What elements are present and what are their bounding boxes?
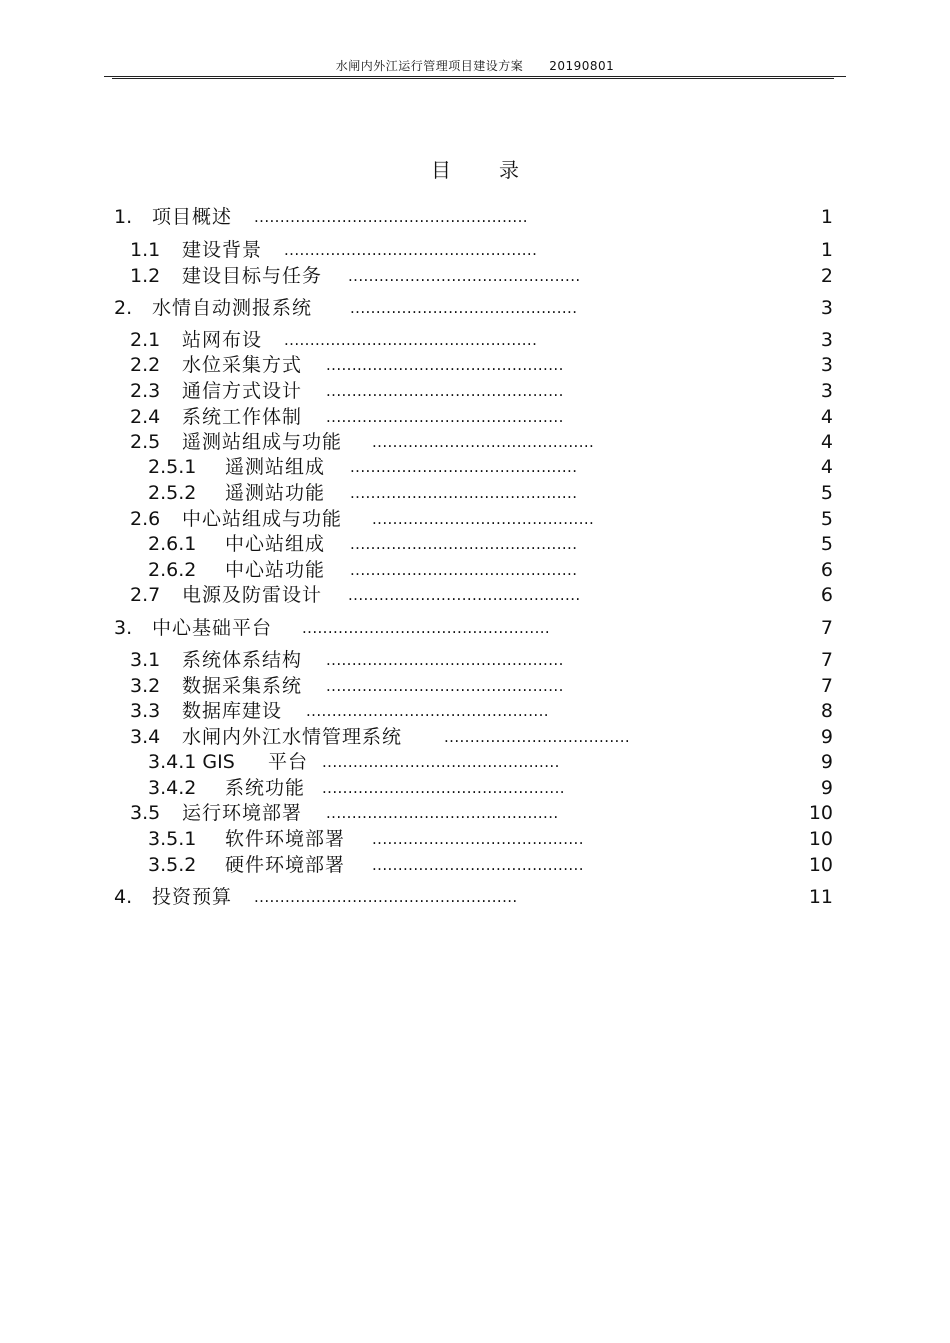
header-doc-title: 水闸内外江运行管理项目建设方案: [335, 59, 524, 73]
toc-entry-label: 中心基础平台: [152, 617, 273, 639]
toc-entry-number: 2.5.2: [148, 482, 197, 504]
toc-page-number[interactable]: 4: [820, 431, 833, 453]
toc-entry[interactable]: [114, 204, 542, 230]
toc-leader-dots: ................................................: [302, 619, 551, 637]
toc-page-number[interactable]: 4: [820, 456, 833, 478]
toc-entry-label: 遥测站组成与功能: [182, 431, 343, 453]
toc-entry[interactable]: [130, 800, 571, 826]
toc-entry-number: 2.6.2: [148, 559, 197, 581]
toc-leader-dots: ..............................................: [326, 408, 564, 426]
toc-page-number[interactable]: 5: [820, 482, 833, 504]
toc-leader-dots: ............................................: [350, 458, 578, 476]
toc-entry[interactable]: [130, 724, 644, 750]
toc-entry-number: 2.1: [130, 329, 161, 351]
toc-entry-label: 项目概述: [152, 206, 233, 228]
toc-entry-label: 遥测站功能: [225, 482, 326, 504]
toc-entry-number: 3.1: [130, 649, 161, 671]
toc-leader-dots: .................................................: [284, 241, 538, 259]
toc-entry[interactable]: [130, 673, 578, 699]
toc-leader-dots: ....................................: [444, 728, 631, 746]
toc-page-number[interactable]: 6: [820, 584, 833, 606]
toc-entry-label: 建设背景: [182, 239, 263, 261]
toc-entry[interactable]: [130, 582, 596, 608]
toc-entry-number: 2.5.1: [148, 456, 197, 478]
toc-page-number[interactable]: 9: [820, 751, 833, 773]
toc-page-number[interactable]: 10: [808, 854, 833, 876]
toc-entry[interactable]: [130, 404, 578, 430]
toc-entry-number: 2.4: [130, 406, 161, 428]
toc-entry-number: 2.6.1: [148, 533, 197, 555]
toc-entry-label: 电源及防雷设计: [182, 584, 323, 606]
toc-entry-number: 2.7: [130, 584, 161, 606]
toc-entry-number: 3.5.1: [148, 828, 197, 850]
toc-entry-number: 1.1: [130, 239, 161, 261]
toc-page-number[interactable]: 7: [820, 675, 833, 697]
toc-leader-dots: .................................................: [284, 331, 538, 349]
toc-page-number[interactable]: 2: [820, 265, 833, 287]
toc-entry-number: 2.6: [130, 508, 161, 530]
toc-leader-dots: ...........................................: [372, 433, 595, 451]
toc-entry-number: 1.: [114, 206, 133, 228]
toc-entry-label: 系统功能: [225, 777, 306, 799]
toc-page-number[interactable]: 9: [820, 726, 833, 748]
header-rule: [104, 76, 846, 77]
toc-leader-dots: .........................................: [372, 830, 584, 848]
toc-entry-label: 中心站组成与功能: [182, 508, 343, 530]
toc-leader-dots: .........................................: [372, 856, 584, 874]
toc-entry-label: 中心站组成: [225, 533, 326, 555]
toc-entry-label: 投资预算: [152, 886, 233, 908]
toc-leader-dots: ............................................: [350, 484, 578, 502]
toc-entry-number: 1.2: [130, 265, 161, 287]
toc-entry-label: 中心站功能: [225, 559, 326, 581]
toc-entry[interactable]: [148, 531, 589, 557]
running-header: [0, 57, 950, 74]
toc-entry[interactable]: [148, 826, 596, 852]
toc-page-number[interactable]: 3: [820, 380, 833, 402]
toc-leader-dots: ..............................................: [326, 382, 564, 400]
toc-entry-label: 软件环境部署: [225, 828, 346, 850]
toc-entry-label: 通信方式设计: [182, 380, 303, 402]
toc-entry[interactable]: [130, 263, 596, 289]
toc-leader-dots: ...............................................: [306, 702, 549, 720]
toc-page-number[interactable]: 1: [820, 206, 833, 228]
toc-entry-label: 系统工作体制: [182, 406, 303, 428]
toc-entry-number: 3.4: [130, 726, 161, 748]
toc-page-number[interactable]: 5: [820, 533, 833, 555]
toc-page-number[interactable]: 8: [820, 700, 833, 722]
toc-leader-dots: ..............................................: [326, 356, 564, 374]
toc-entry[interactable]: [148, 480, 589, 506]
toc-entry[interactable]: [114, 615, 564, 641]
toc-leader-dots: ..............................................: [322, 753, 560, 771]
toc-leader-dots: .............................................: [348, 586, 581, 604]
toc-entry[interactable]: [148, 557, 589, 583]
toc-leader-dots: .....................................................: [254, 208, 528, 226]
toc-entry-number: 3.: [114, 617, 133, 639]
toc-entry-number: 4.: [114, 886, 133, 908]
toc-page-number[interactable]: 9: [820, 777, 833, 799]
toc-entry-number: 3.4.1 GIS: [148, 751, 235, 773]
toc-leader-dots: .............................................: [348, 267, 581, 285]
toc-leader-dots: .............................................: [326, 804, 559, 822]
toc-entry[interactable]: [130, 237, 555, 263]
toc-entry-label: 水情自动测报系统: [152, 297, 313, 319]
toc-entry-label: 系统体系结构: [182, 649, 303, 671]
toc-leader-dots: ...............................................: [322, 779, 565, 797]
toc-entry[interactable]: [130, 506, 608, 532]
toc-page-number[interactable]: 3: [820, 329, 833, 351]
toc-entry-label: 运行环境部署: [182, 802, 303, 824]
toc-entry-label: 平台: [268, 751, 309, 773]
toc-entry[interactable]: [114, 884, 536, 910]
toc-entry[interactable]: [130, 429, 608, 455]
toc-entry[interactable]: [148, 852, 596, 878]
toc-page-number[interactable]: 1: [820, 239, 833, 261]
toc-page-number[interactable]: 7: [820, 649, 833, 671]
toc-entry[interactable]: [148, 749, 573, 775]
toc-page-number[interactable]: 7: [820, 617, 833, 639]
toc-entry-number: 3.3: [130, 700, 161, 722]
toc-entry-number: 3.5.2: [148, 854, 197, 876]
toc-entry[interactable]: [148, 454, 589, 480]
toc-leader-dots: ............................................: [350, 299, 578, 317]
toc-entry-label: 数据库建设: [182, 700, 283, 722]
toc-entry-label: 建设目标与任务: [182, 265, 323, 287]
toc-entry-number: 2.2: [130, 354, 161, 376]
header-doc-date: 20190801: [549, 59, 615, 73]
toc-entry[interactable]: [130, 378, 578, 404]
toc-page-number[interactable]: 5: [820, 508, 833, 530]
toc-entry-number: 2.5: [130, 431, 161, 453]
toc-leader-dots: ..............................................: [326, 651, 564, 669]
toc-entry[interactable]: [130, 647, 578, 673]
toc-leader-dots: ............................................: [350, 561, 578, 579]
toc-entry-number: 2.: [114, 297, 133, 319]
toc-entry-label: 硬件环境部署: [225, 854, 346, 876]
toc-entry[interactable]: [130, 327, 555, 353]
toc-entry[interactable]: [130, 352, 578, 378]
toc-page-number[interactable]: 3: [820, 297, 833, 319]
toc-entry-label: 水闸内外江水情管理系统: [182, 726, 403, 748]
toc-entry[interactable]: [130, 698, 566, 724]
toc-page-number[interactable]: 6: [820, 559, 833, 581]
toc-entry-label: 站网布设: [182, 329, 263, 351]
toc-title: 目录: [431, 158, 567, 182]
toc-entry[interactable]: [114, 295, 589, 321]
toc-entry-label: 水位采集方式: [182, 354, 303, 376]
toc-page-number[interactable]: 10: [808, 802, 833, 824]
toc-entry-number: 2.3: [130, 380, 161, 402]
header-rule-inner: [112, 78, 834, 79]
toc-leader-dots: ...........................................: [372, 510, 595, 528]
toc-entry[interactable]: [148, 775, 578, 801]
toc-entry-number: 3.4.2: [148, 777, 197, 799]
toc-entry-label: 数据采集系统: [182, 675, 303, 697]
toc-page-number[interactable]: 3: [820, 354, 833, 376]
toc-leader-dots: ............................................: [350, 535, 578, 553]
toc-page-number[interactable]: 11: [808, 886, 833, 908]
toc-entry-number: 3.2: [130, 675, 161, 697]
toc-page-number[interactable]: 4: [820, 406, 833, 428]
toc-entry-label: 遥测站组成: [225, 456, 326, 478]
toc-page-number[interactable]: 10: [808, 828, 833, 850]
toc-leader-dots: ...................................................: [254, 888, 518, 906]
toc-leader-dots: ..............................................: [326, 677, 564, 695]
toc-entry-number: 3.5: [130, 802, 161, 824]
